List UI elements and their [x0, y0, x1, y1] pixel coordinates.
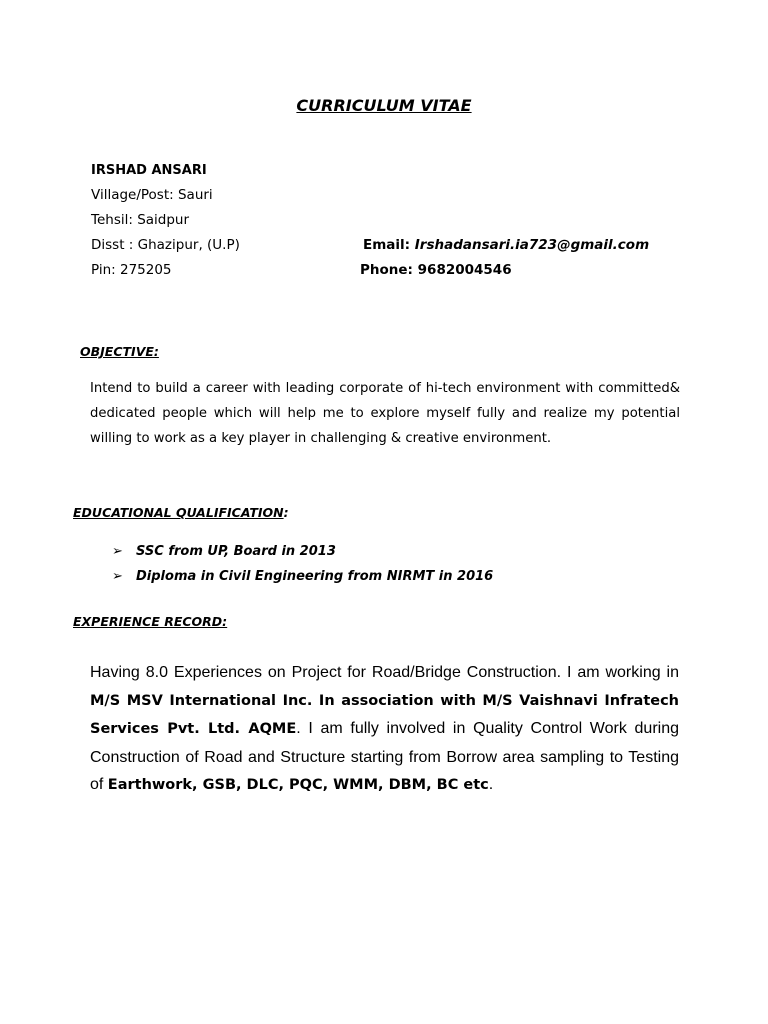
education-list: [112, 539, 493, 589]
address-tehsil: Tehsil: Saidpur: [91, 212, 190, 228]
phone-line: [360, 261, 512, 279]
objective-text: Intend to build a career with leading corporate of hi-tech environment with committed& dedicated people which will help me to explore myself fully and realize my potential willing to work as a key player in challenging & creative environment.: [90, 381, 680, 446]
experience-text-2: . I am fully involved in Quality Control Work during Construction of Road and Structure starting from Borrow area sampling to Testing of: [90, 720, 680, 793]
email-value: Irshadansari.ia723@gmail.com: [414, 237, 650, 253]
list-item: [112, 539, 493, 564]
experience-paragraph: [90, 659, 679, 800]
experience-tests: Earthwork, GSB, DLC, PQC, WMM, DBM, BC etc: [107, 777, 489, 793]
list-item-text: Diploma in Civil Engineering from NIRMT in 2016: [136, 569, 494, 584]
document-title: CURRICULUM VITAE: [296, 96, 472, 115]
phone-value: 9682004546: [417, 262, 512, 278]
objective-heading: OBJECTIVE:: [80, 344, 159, 359]
experience-text-3: .: [488, 776, 494, 793]
arrow-bullet-icon: ➢: [112, 569, 123, 584]
list-item: [112, 564, 493, 589]
experience-heading: EXPERIENCE RECORD:: [73, 614, 228, 629]
candidate-name: IRSHAD ANSARI: [91, 163, 207, 178]
email-label: Email:: [363, 237, 415, 253]
experience-text-1: Having 8.0 Experiences on Project for Road/Bridge Construction. I am working in: [90, 664, 679, 681]
phone-label: Phone:: [360, 262, 418, 278]
education-heading: [73, 505, 289, 520]
education-heading-text: EDUCATIONAL QUALIFICATION: [73, 505, 284, 520]
education-heading-colon: :: [283, 505, 289, 520]
address-district: Disst : Ghazipur, (U.P): [91, 237, 240, 253]
address-village: Village/Post: Sauri: [91, 187, 213, 203]
list-item-text: SSC from UP, Board in 2013: [136, 544, 336, 559]
experience-company: M/S MSV International Inc. In association with M/S Vaishnavi Infratech Services Pvt. Ltd. AQME: [90, 692, 679, 737]
arrow-bullet-icon: ➢: [112, 544, 123, 559]
address-pin: Pin: 275205: [91, 262, 172, 278]
email-line: [363, 236, 649, 254]
